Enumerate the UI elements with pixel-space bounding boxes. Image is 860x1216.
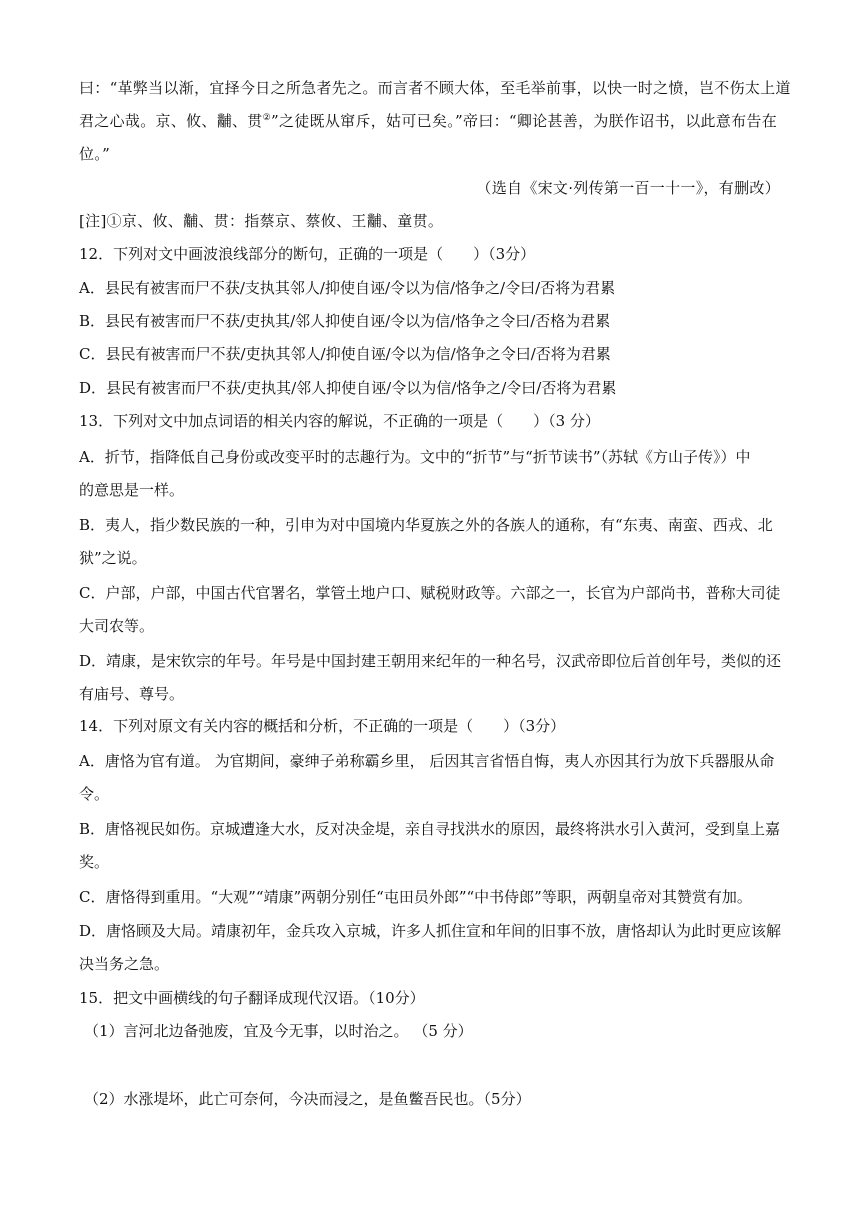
q12-option-d: D．县民有被害而尸不获/吏执其/邻人抑使自诬/令以为信/恪争之/令曰/否将为君累 xyxy=(79,379,617,397)
q14-option-b-line1: B．唐恪视民如伤。京城遭逢大水，反对决金堤，亲自寻找洪水的原因，最终将洪水引入黄河，受到皇上嘉 xyxy=(79,820,781,838)
q15-sentence-2: （2）水涨堤坏，此亡可奈何，今决而浸之，是鱼鳖吾民也。（5分） xyxy=(84,1090,531,1108)
passage-line-2a: 君之心哉。京、攸、黼、贯 xyxy=(79,112,263,130)
source-citation: （选自《宋文·列传第一百一十一》，有删改） xyxy=(476,179,780,197)
footnote-marker: ② xyxy=(262,113,271,123)
passage-line-2b: ”之徒既从窜斥，姑可已矣。”帝曰：“卿论甚善，为朕作诏书，以此意布告在 xyxy=(270,112,777,130)
q12-option-a: A．县民有被害而尸不获/支执其邻人/抑使自诬/令以为信/恪争之/令曰/否将为君累 xyxy=(79,279,616,297)
q13-option-b-line2: 狱”之说。 xyxy=(79,549,147,567)
q14-stem: 14．下列对原文有关内容的概括和分析，不正确的一项是（ ）（3分） xyxy=(79,717,566,735)
passage-line-1: 曰：“革弊当以渐，宜择今日之所急者先之。而言者不顾大体，至毛举前事，以快一时之愤，岂不伤太上道 xyxy=(79,79,791,97)
q14-option-d-line2: 决当务之急。 xyxy=(79,955,170,973)
q12-option-c: C．县民有被害而尸不获/吏执其邻人/抑使自诬/令以为信/恪争之令曰/否将为君累 xyxy=(79,345,611,363)
q13-option-d-line1: D．靖康，是宋钦宗的年号。年号是中国封建王朝用来纪年的一种名号，汉武帝即位后首创年号，类似的还 xyxy=(79,652,782,670)
q13-option-b-line1: B．夷人，指少数民族的一种，引申为对中国境内华夏族之外的各族人的通称，有“东夷、南蛮、西戎、北 xyxy=(79,516,773,534)
q13-option-c-line1: C．户部，户部，中国古代官署名，掌管土地户口、赋税财政等。六部之一，长官为户部尚书，普称大司徒 xyxy=(79,584,781,602)
q13-option-c-line2: 大司农等。 xyxy=(79,617,155,635)
q14-option-d-line1: D．唐恪顾及大局。靖康初年，金兵攻入京城，许多人抓住宣和年间的旧事不放，唐恪却认为此时更应该解 xyxy=(79,922,782,940)
q12-option-b: B．县民有被害而尸不获/吏执其/邻人抑使自诬/令以为信/恪争之令曰/否格为君累 xyxy=(79,312,611,330)
q14-option-a-line2: 令。 xyxy=(79,785,110,803)
q14-option-a-line1: A．唐恪为官有道。 为官期间，豪绅子弟称霸乡里， 后因其言省悟自悔，夷人亦因其行为放下兵器服从命 xyxy=(79,752,775,770)
q13-option-d-line2: 有庙号、尊号。 xyxy=(79,685,185,703)
q15-sentence-1: （1）言河北边备弛废，宜及今无事，以时治之。 （5 分） xyxy=(84,1022,473,1040)
passage-line-3: 位。” xyxy=(79,145,111,163)
q13-option-a-line1: A．折节，指降低自己身份或改变平时的志趣行为。文中的“折节”与“折节读书”（苏轼《方山子传》）中 xyxy=(79,448,751,466)
q13-stem: 13．下列对文中加点词语的相关内容的解说，不正确的一项是（ ）（3 分） xyxy=(79,412,600,430)
q14-option-c: C．唐恪得到重用。“大观”“靖康”两朝分别任“屯田员外郎”“中书侍郎”等职，两朝皇帝对其赞赏有加。 xyxy=(79,888,752,906)
q14-option-b-line2: 奖。 xyxy=(79,853,110,871)
footnote: [注]①京、攸、黼、贯：指蔡京、蔡攸、王黼、童贯。 xyxy=(79,212,444,230)
q15-stem: 15．把文中画横线的句子翻译成现代汉语。（10分） xyxy=(79,989,425,1007)
passage-line-2 xyxy=(79,111,782,131)
q13-option-a-line2: 的意思是一样。 xyxy=(79,481,185,499)
q12-stem: 12．下列对文中画波浪线部分的断句，正确的一项是（ ）（3分） xyxy=(79,245,536,263)
